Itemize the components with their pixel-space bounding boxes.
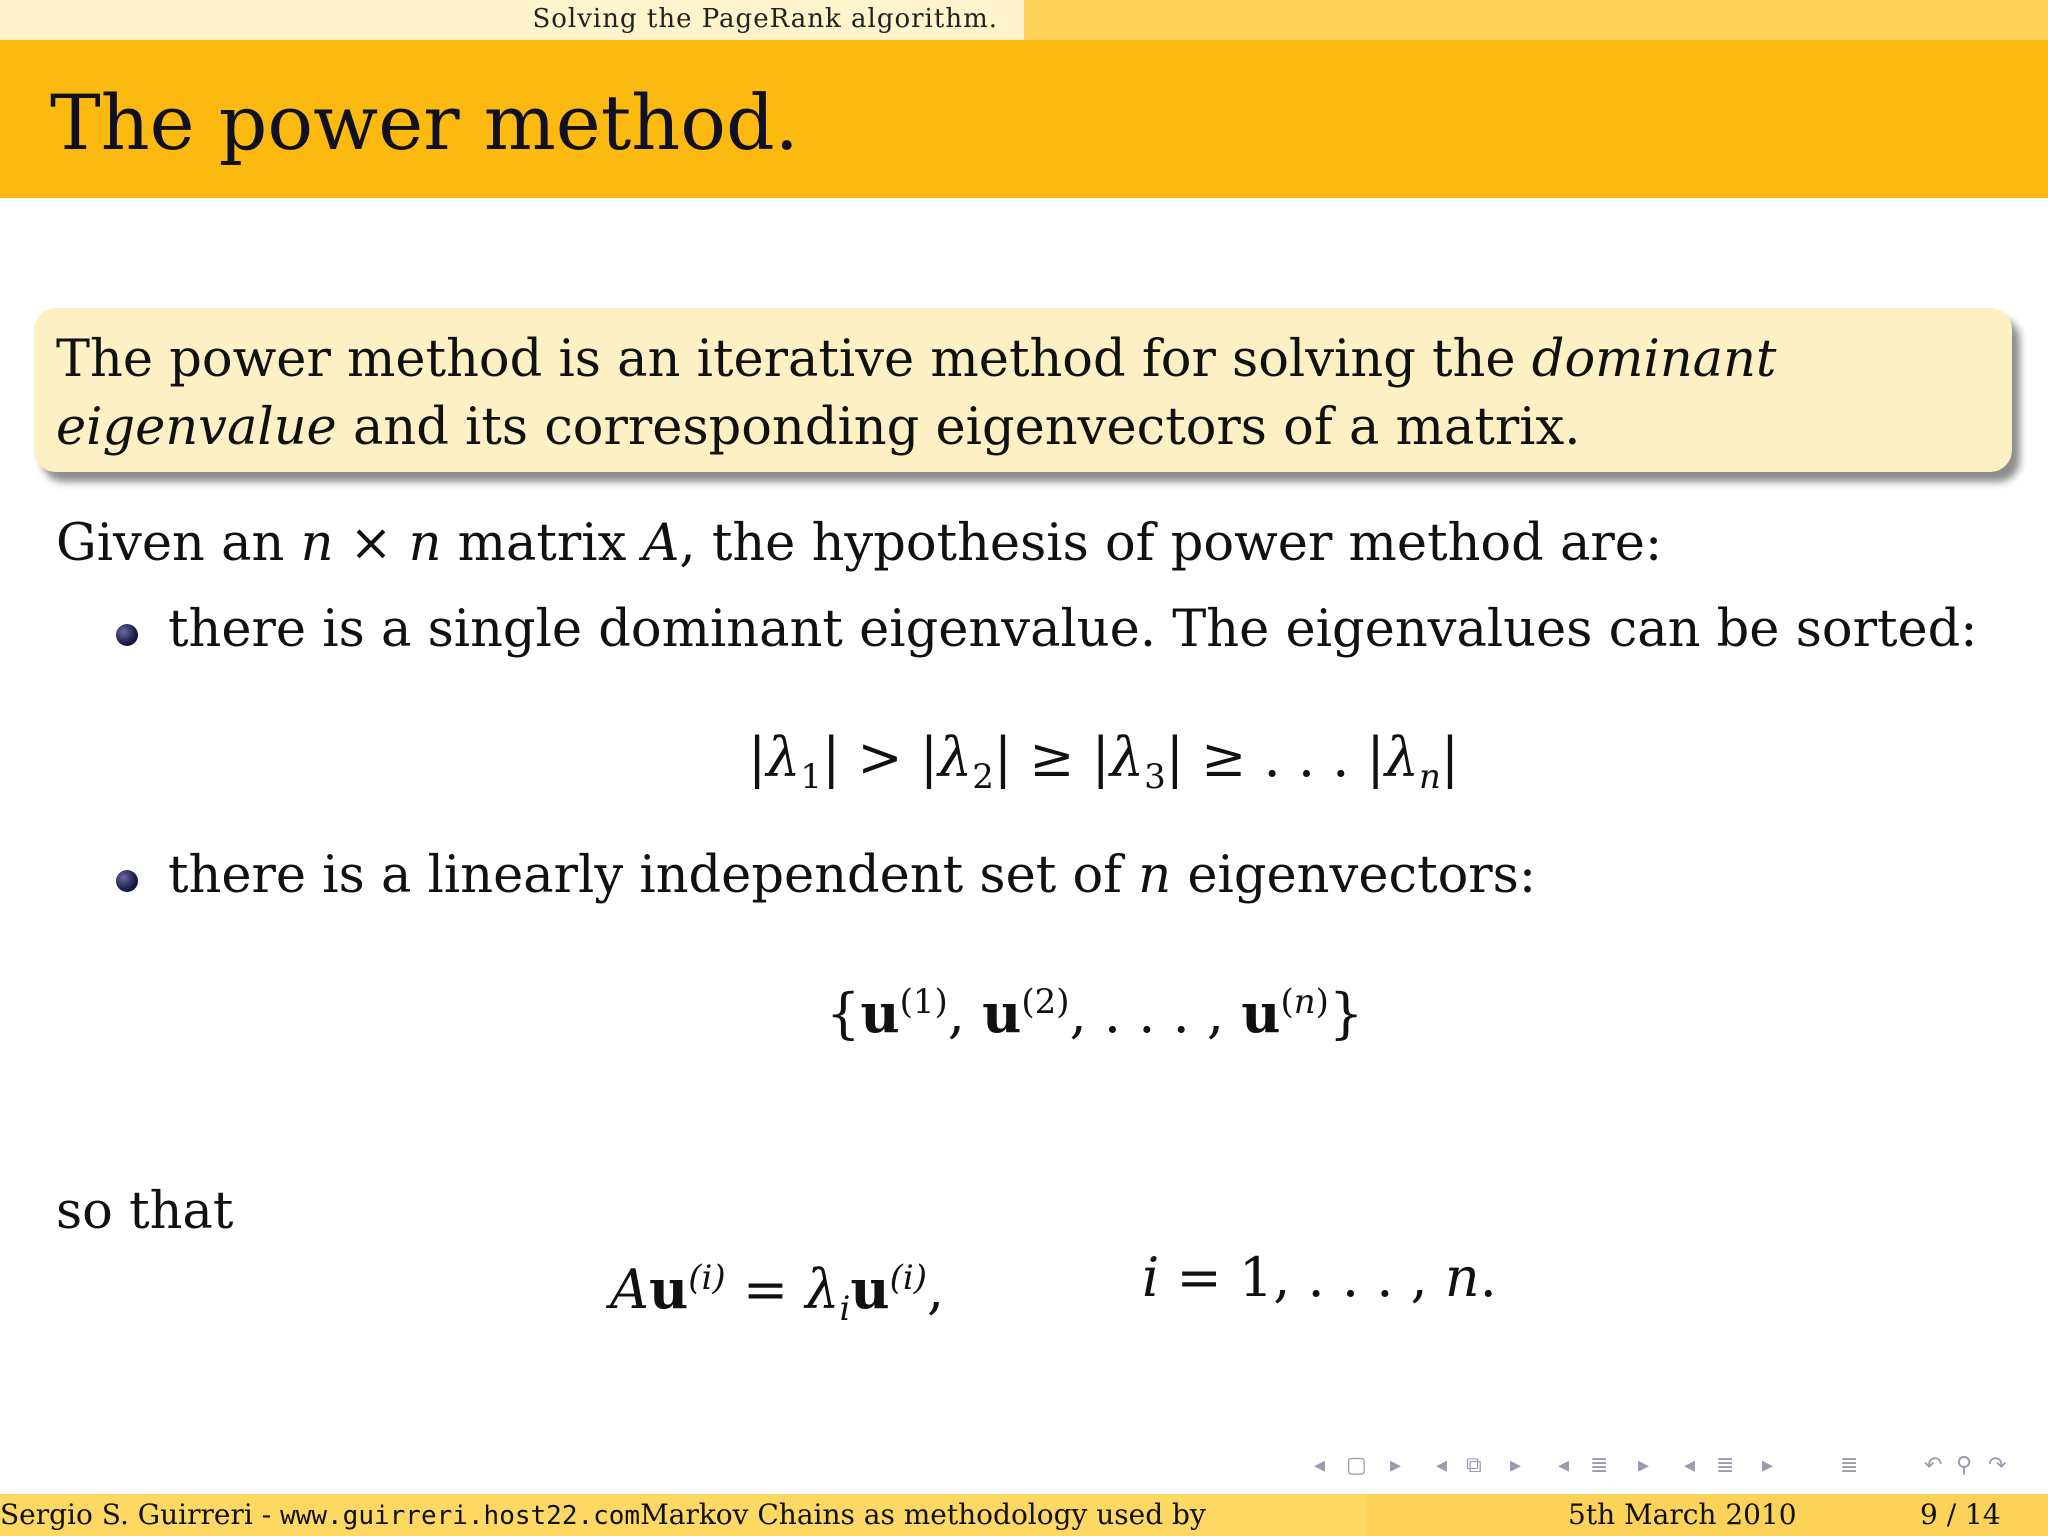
toc-next-icon[interactable]: ▸ (1762, 1453, 1774, 1478)
footer-url[interactable]: www.guirreri.host22.com (280, 1501, 641, 1531)
index-range-rendered: i = 1, . . . , n. (1142, 1246, 1497, 1309)
intro-math-size: n × n (300, 514, 442, 573)
intro-text-3: , the hypothesis of power method are: (679, 514, 1663, 573)
footer-page-number: 9 / 14 (1920, 1498, 2001, 1531)
search-icon[interactable]: ⚲ (1956, 1453, 1973, 1478)
section-icon[interactable]: ≣ (1590, 1453, 1609, 1478)
bullet-2-text (168, 846, 1536, 906)
definition-text (56, 326, 2016, 462)
definition-block (34, 308, 2012, 472)
section-prev-icon[interactable]: ◂ (1558, 1453, 1570, 1478)
intro-math-matrix: A (642, 514, 680, 573)
intro-text-2: matrix (441, 514, 643, 573)
navigation-symbols (1300, 1448, 2040, 1484)
section-next-icon[interactable]: ▸ (1638, 1453, 1650, 1478)
index-range-equation (1142, 1246, 1497, 1310)
section-title[interactable]: Solving the PageRank algorithm. (532, 4, 998, 34)
headline-bar (0, 0, 2048, 40)
eigenvector-set-rendered: {$u^{(1)}$, $u^{(2)}$, . . . , $u^{(n)}$} (826, 981, 1364, 1045)
subsection-icon[interactable]: ⧉ (1466, 1453, 1482, 1478)
frame-title-bar (0, 40, 2048, 198)
toc-icon[interactable]: ≣ (1716, 1453, 1735, 1478)
bullet-1-text: there is a single dominant eigenvalue. The eigenvalues can be sorted: (168, 600, 1978, 659)
definition-emphasis: dominant eigenvalue (56, 330, 1777, 457)
intro-text: Given an (56, 514, 301, 573)
forward-icon[interactable]: ↷ (1988, 1453, 2007, 1478)
frame-prev-icon[interactable]: ◂ (1314, 1453, 1326, 1478)
footer-author: Sergio S. Guirreri - (0, 1498, 281, 1531)
bullet-2-text-end: eigenvectors: (1171, 846, 1537, 905)
subsection-prev-icon[interactable]: ◂ (1436, 1453, 1448, 1478)
frame-icon[interactable]: ▢ (1346, 1453, 1367, 1478)
bullet-icon (116, 624, 138, 646)
bullet-icon (116, 870, 138, 892)
eigen-relation-rendered: $Au^{(i)} = \lambda_iu^{(i)}$, (610, 1257, 945, 1329)
list-icon[interactable]: ≣ (1840, 1453, 1859, 1478)
section-title-segment (0, 0, 1024, 40)
so-that-text: so that (56, 1182, 234, 1241)
eigenvector-set-equation (826, 970, 1363, 1046)
eigenvalue-order-equation (748, 726, 1459, 809)
eigen-order-rendered: $|\lambda_1| > |\lambda_2| \ge |\lambda_3|$ ≥ . . . $|\lambda_n|$ (748, 726, 1460, 797)
frame-next-icon[interactable]: ▸ (1390, 1453, 1402, 1478)
footer-date: 5th March 2010 (1568, 1498, 1797, 1531)
bullet-2-math: n (1138, 846, 1172, 905)
footer-author-title (0, 1494, 1366, 1536)
definition-text-start: The power method is an iterative method for solving the (56, 330, 1532, 389)
intro-line (56, 514, 1662, 574)
definition-text-end: and its corresponding eigenvectors of a matrix. (336, 398, 1581, 457)
subsection-next-icon[interactable]: ▸ (1510, 1453, 1522, 1478)
back-icon[interactable]: ↶ (1924, 1453, 1943, 1478)
eigen-relation-equation (610, 1246, 944, 1341)
toc-prev-icon[interactable]: ◂ (1684, 1453, 1696, 1478)
footline-bar (0, 1494, 2048, 1536)
slide-title: The power method. (50, 78, 799, 167)
bullet-2-text-start: there is a linearly independent set of (168, 846, 1139, 905)
footer-short-title: Markov Chains as methodology used by (640, 1498, 1206, 1531)
